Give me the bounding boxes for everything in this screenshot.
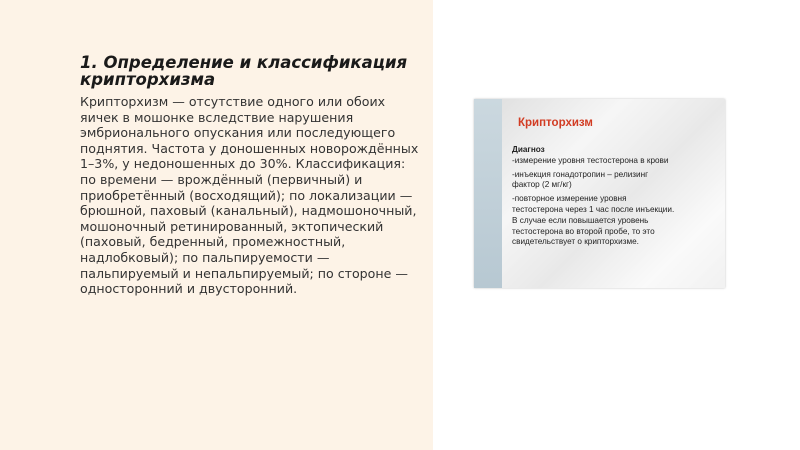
image-title: Крипторхизм <box>518 117 593 129</box>
image-text-line: тестостерона во второй пробе, то это <box>512 226 655 236</box>
image-text-line: Диагноз <box>512 145 545 154</box>
slide-body-text: Крипторхизм — отсутствие одного или обоих яичек в мошонке вследствие нарушения эмбрионального опускания или последующего поднятия. Частота у доношенных новорождённых 1–3%, у недоношенных до 30%. Классификация: по времени — врождённый (первичный) и приобретённый (восходящий); по локализации — брюшной, паховый (канальный), надмошоночный, мошоночный ретинированный, эктопический (паховый, бедренный, промежностный, надлобковый); по пальпируемости — пальпируемый и непальпируемый; по стороне — односторонний и двусторонний. <box>80 94 419 297</box>
image-text-line: -измерение уровня тестостерона в крови <box>512 155 669 165</box>
image-text-line: В случае если повышается уровень <box>512 215 649 225</box>
image-side-strip <box>474 99 502 288</box>
image-text-line: -инъекция гонадотропин – релизинг <box>512 169 649 179</box>
image-text-line: тестостерона через 1 час после инъекции. <box>512 204 675 214</box>
slide-title: 1. Определение и классификация крипторхизма <box>80 53 408 89</box>
image-text-block <box>512 145 720 248</box>
image-content <box>502 99 725 288</box>
image-text-line: -повторное измерение уровня <box>512 194 627 204</box>
image-text-line: фактор (2 мг/кг) <box>512 180 572 190</box>
slide-image <box>474 99 725 288</box>
image-text-line: свидетельствует о крипторхизме. <box>512 237 639 247</box>
